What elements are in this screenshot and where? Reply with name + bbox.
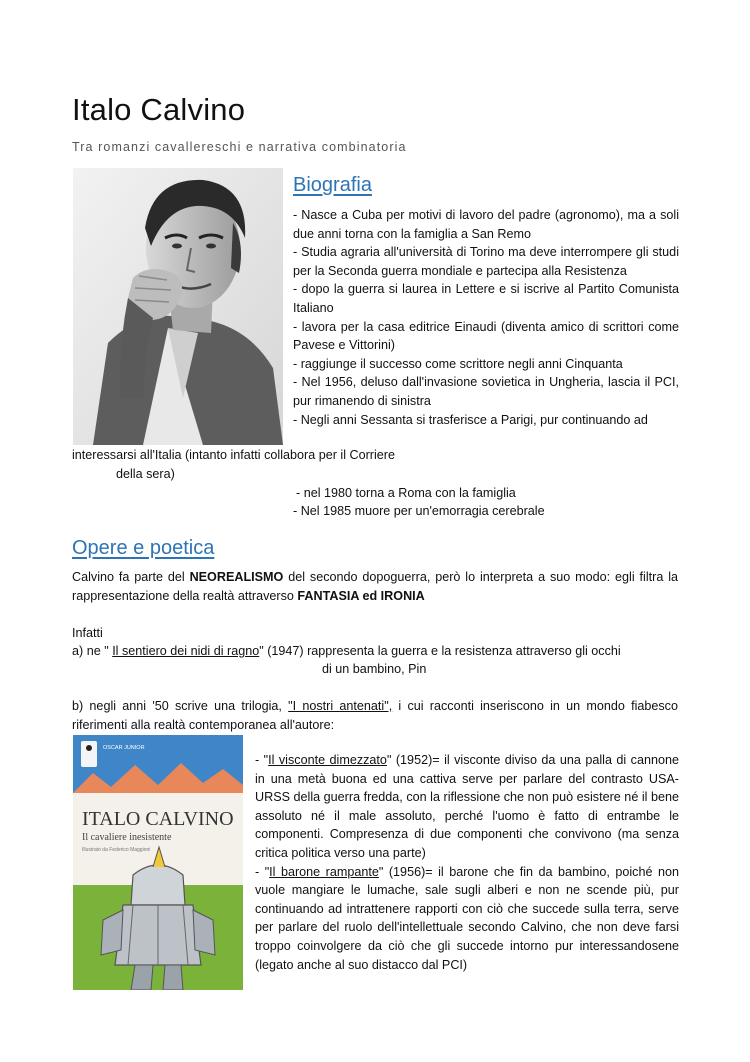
section-heading-biografia: Biografia — [293, 174, 372, 196]
book-title: Il sentiero dei nidi di ragno — [112, 644, 260, 658]
bio-item: - Nasce a Cuba per motivi di lavoro del padre (agronomo), ma a soli due anni torna con la famiglia a San Remo — [293, 208, 679, 241]
neorealismo-term: NEOREALISMO — [189, 570, 284, 584]
bio-item: - Nel 1985 muore per un'emorragia cerebrale — [293, 504, 545, 518]
book-title: Il barone rampante — [269, 864, 379, 879]
cover-illustrator: Illustrato da Federico Maggioni — [82, 847, 151, 853]
cover-title: Il cavaliere inesistente — [82, 832, 172, 843]
fantasia-ironia-term: FANTASIA ed IRONIA — [297, 588, 425, 603]
bio-item: - Negli anni Sessanta si trasferisce a Parigi, pur continuando ad — [293, 412, 648, 427]
bio-wrap-line: interessarsi all'Italia (intanto infatti collabora per il Corriere — [72, 448, 395, 462]
item-b: b) negli anni '50 scrive una trilogia, "I nostri antenati", i cui racconti inseriscono in un mondo fiabesco riferimenti alla realtà contemporanea all'autore: — [72, 699, 678, 732]
bio-item: - nel 1980 torna a Roma con la famiglia — [296, 486, 516, 500]
cover-author: ITALO CALVINO — [82, 808, 234, 830]
book-title: "I nostri antenati", — [288, 699, 393, 713]
biografia-list — [293, 206, 679, 429]
bio-item: - dopo la guerra si laurea in Lettere e si iscrive al Partito Comunista Italiano — [293, 282, 679, 315]
cover-series: OSCAR JUNIOR — [103, 745, 145, 751]
trilogia-item: - "Il visconte dimezzato" (1952)= il visconte diviso da una palla di cannone in una metà buona ed una cattiva serve per parlare del contrasto USA-URSS della guerra fredda, con la riflessione che non può esistere né il bene assoluto né il male assoluto, perché l'uomo è fatto di entrambe le componenti. Compresenza di due componenti che convivono (ma senza critica politica verso una parte) — [255, 753, 679, 860]
bio-item: - raggiunge il successo come scrittore negli anni Cinquanta — [293, 356, 623, 371]
item-a: a) ne " Il sentiero dei nidi di ragno" (1947) rappresenta la guerra e la resistenza attraverso gli occhi — [72, 644, 621, 658]
trilogia-list — [255, 751, 679, 974]
bio-item: - Nel 1956, deluso dall'invasione sovietica in Ungheria, lascia il PCI, pur rimanendo di sinistra — [293, 375, 679, 408]
trilogia-item: - "Il barone rampante" (1956)= il barone che fin da bambino, poiché non vuole mangiare le lumache, sale sugli alberi e non ne scende più, pur continuando ad intrattenere rapporti con ciò che succede sulla terra, serve per parlare del ruolo dell'intellettuale secondo Calvino, che non deve farsi troppo coinvolgere da ciò che gli succede intorno pur interessandosene (legato anche al suo distacco dal PCI) — [255, 864, 679, 972]
book-cover-image — [73, 735, 243, 990]
item-a-line2: di un bambino, Pin — [322, 662, 427, 676]
infatti-label: Infatti — [72, 626, 103, 640]
author-photo — [73, 168, 283, 445]
bio-item: - Studia agraria all'università di Torino ma deve interrompere gli studi per la Seconda guerra mondiale e partecipa alla Resistenza — [293, 245, 679, 278]
bio-item: - lavora per la casa editrice Einaudi (diventa amico di scrittori come Pavese e Vittorini) — [293, 319, 679, 353]
opere-intro: Calvino fa parte del NEOREALISMO del secondo dopoguerra, però lo interpreta a suo modo: egli filtra la rappresentazione della realtà attraverso FANTASIA ed IRONIA — [72, 570, 679, 603]
bio-wrap-line: della sera) — [116, 467, 175, 481]
section-heading-opere: Opere e poetica — [72, 537, 215, 559]
page-title: Italo Calvino — [72, 92, 246, 127]
page-subtitle: Tra romanzi cavallereschi e narrativa combinatoria — [72, 140, 407, 154]
book-title: Il visconte dimezzato — [268, 753, 387, 767]
